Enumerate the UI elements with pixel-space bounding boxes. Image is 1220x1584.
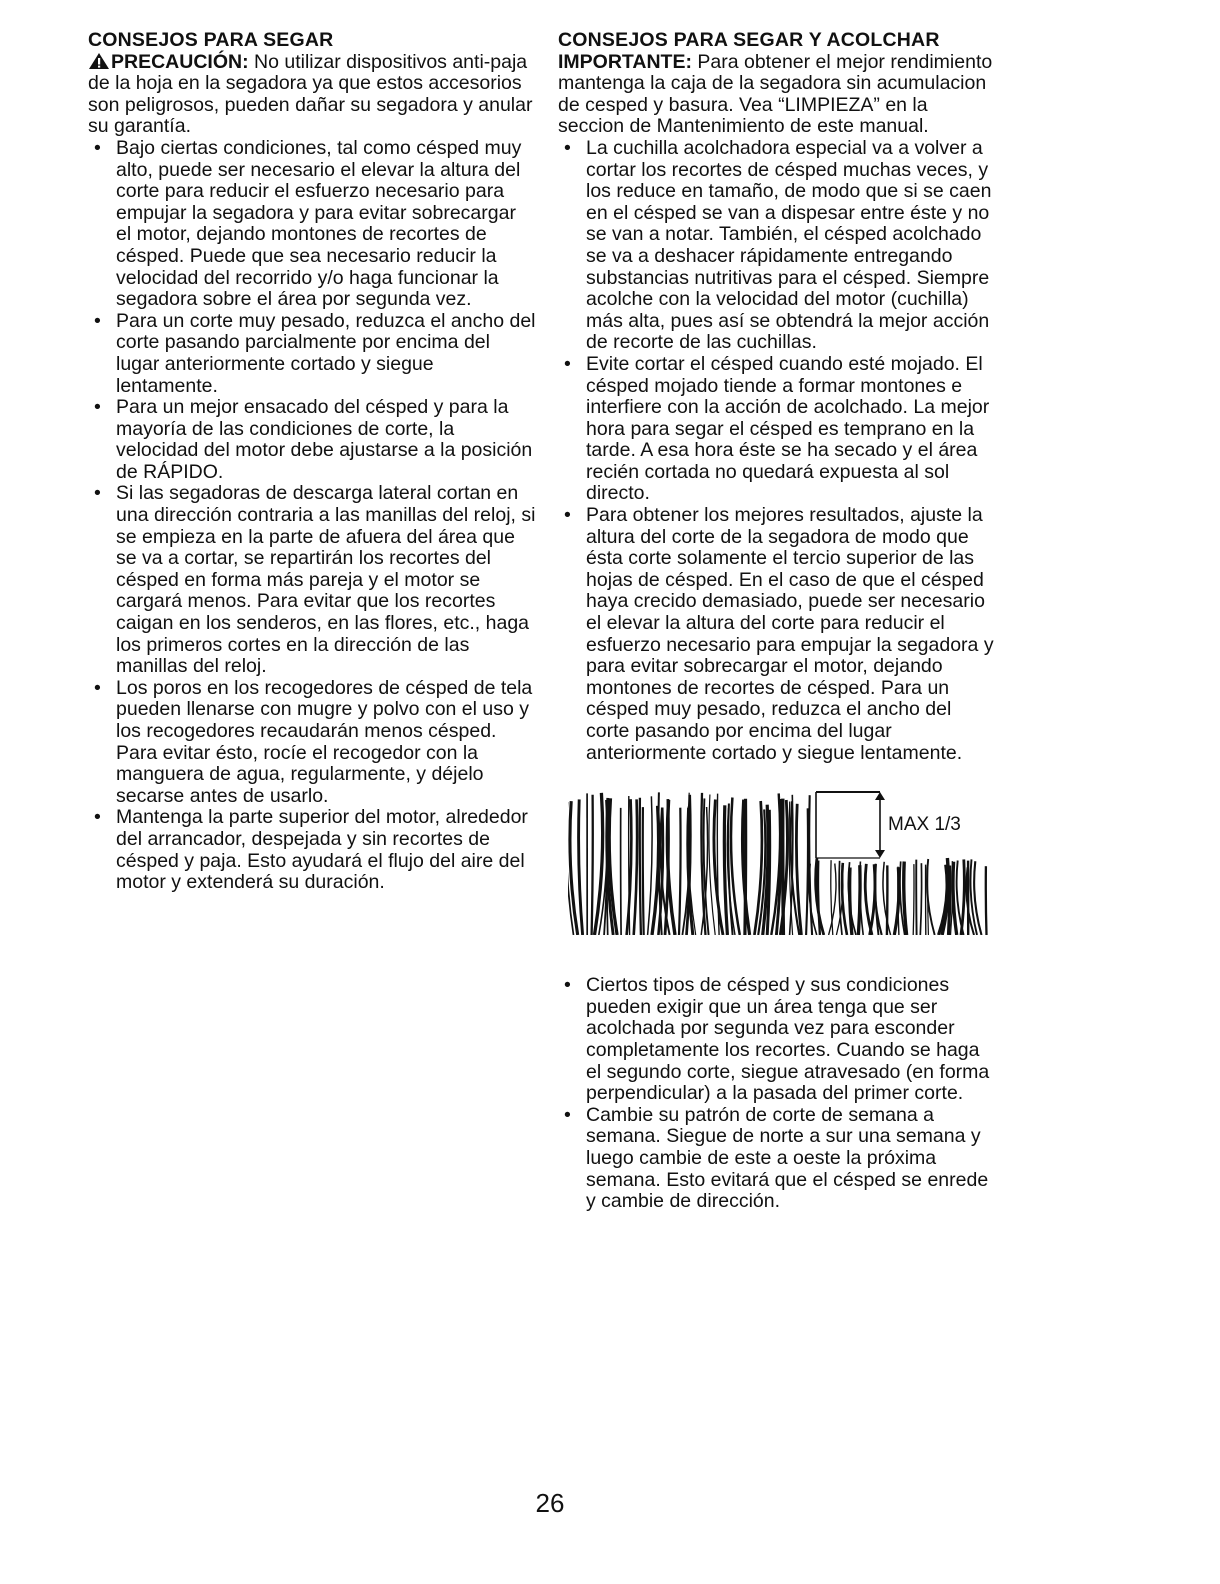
grass-blade — [679, 808, 681, 935]
grass-blade — [806, 808, 808, 935]
grass-blade — [714, 800, 723, 936]
list-item: • Ciertos tipos de césped y sus condiciones pueden exigir que un área tenga que ser acolchada por segunda vez para esconder completamente los recortes. Cuando se haga el segundo corte, siegue atravesado (en forma perpendicular) a la pasada del primer corte. — [558, 975, 998, 1105]
mowing-tips-list — [88, 138, 536, 894]
grass-blade — [579, 800, 583, 936]
list-item: • Para obtener los mejores resultados, ajuste la altura del corte de la segadora de modo que ésta corte solamente el tercio superior de las hojas de césped. En el caso de que el césped haya crecido demasiado, puede ser necesario el elevar la altura del corte para reducir el esfuerzo necesario para empujar la segadora y para evitar sobrecargar el motor, dejando montones de recortes de césped. Para un césped muy pesado, reduzca el ancho del corte pasando por encima del lugar anteriormente cortado y siegue lentamente. — [558, 505, 998, 764]
grass-blade — [904, 862, 907, 936]
grass-blade — [648, 796, 653, 935]
arrow-down-icon — [875, 850, 885, 858]
list-item: • Los poros en los recogedores de césped de tela pueden llenarse con mugre y polvo con el uso y los recogedores recaudarán menos césped. Para evitar ésto, rocíe el recogedor con la manguera de agua, regularmente, y déjelo secarse antes de usarlo. — [88, 678, 536, 808]
warning-triangle-icon — [88, 52, 110, 70]
caution-paragraph — [88, 52, 536, 138]
list-item: • Mantenga la parte superior del motor, alrededor del arrancador, despejada y sin recortes de césped y paja. Esto ayudará el flujo del aire del motor y extenderá su duración. — [88, 807, 536, 893]
important-text: Para obtener el mejor rendimiento mantenga la caja de la segadora sin acumulacion de cesped y basura. Vea “LIMPIEZA” en la seccion de Mantenimiento de este manual. — [558, 50, 993, 138]
list-item: • Cambie su patrón de corte de semana a semana. Siegue de norte a sur una semana y luego cambie de este a oeste la próxima semana. Esto evitará que el césped se enrede y cambie de dirección. — [558, 1105, 998, 1213]
list-item: • Si las segadoras de descarga lateral cortan en una dirección contraria a las manillas del reloj, si se empieza en la parte de afuera del área que se va a cortar, se repartirán los recortes del césped en forma más pareja y el motor se cargará menos. Para evitar que los recortes caigan en los senderos, en las flores, etc., haga los primeros cortes en la dirección de las manillas del reloj. — [88, 483, 536, 677]
grass-blade — [629, 796, 630, 935]
grass-blade — [783, 799, 784, 935]
important-label: IMPORTANTE: — [558, 50, 692, 73]
list-item: • Evite cortar el césped cuando esté mojado. El césped mojado tiende a formar montones e interfiere con la acción de acolchado. La mejor hora para segar el césped es temprano en la tarde. A esa hora éste se ha secado y el área recién cortada no quedará expuesta al sol directo. — [558, 354, 998, 505]
page-number: 26 — [535, 1488, 565, 1518]
grass-blade — [875, 864, 882, 935]
heading-mulching-tips: CONSEJOS PARA SEGAR Y ACOLCHAR — [558, 29, 940, 51]
grass-blade — [842, 863, 847, 935]
grass-blade — [592, 795, 593, 935]
list-item: • La cuchilla acolchadora especial va a volver a cortar los recortes de césped muchas veces, y los reduce en tamaño, de modo que si se caen en el césped se van a dispesar entre éste y no se van a notar. También, el césped acolchado se va a deshacer rápidamente entregando substancias nutritivas para el césped. Siempre acolche con la velocidad del motor (cuchilla) más alta, pues así se obtendrá la mejor acción de recorte de las cuchillas. — [558, 138, 998, 354]
grass-blade — [643, 807, 644, 935]
list-item: • Para un corte muy pesado, reduzca el ancho del corte pasando parcialmente por encima del lugar anteriormente cortado y siegue lentamente. — [88, 311, 536, 397]
mulching-tips-list-continued — [558, 975, 998, 1213]
grass-blade — [640, 798, 641, 935]
mulching-tips-list — [558, 138, 998, 764]
arrow-up-icon — [875, 792, 885, 800]
grass-blade — [913, 864, 914, 935]
grass-blade — [986, 866, 987, 935]
right-column — [558, 30, 998, 1213]
grass-blade — [634, 800, 637, 936]
grass-blade — [667, 800, 675, 935]
important-paragraph — [558, 52, 998, 138]
heading-mowing-tips: CONSEJOS PARA SEGAR — [88, 29, 334, 51]
grass-blade — [949, 866, 950, 936]
grass-cut-height-illustration — [568, 790, 993, 935]
caution-text: No utilizar dispositivos anti-paja de la hoja en la segadora ya que estos accesorios son peligrosos, pueden dañar su segadora y anular su garantía. — [88, 50, 533, 138]
caution-label: PRECAUCIÓN: — [111, 50, 249, 73]
list-item: • Bajo ciertas condiciones, tal como césped muy alto, puede ser necesario el elevar la altura del corte para reducir el esfuerzo necesario para empujar la segadora y para evitar sobrecargar el motor, dejando montones de recortes de césped. Puede que sea necesario reducir la velocidad del recorrido y/o haga funcionar la segadora sobre el área por segunda vez. — [88, 138, 536, 311]
max-one-third-label: MAX 1/3 — [888, 814, 961, 836]
grass-blade — [920, 863, 921, 935]
list-item: • Para un mejor ensacado del césped y para la mayoría de las condiciones de corte, la velocidad del motor debe ajustarse a la posición de RÁPIDO. — [88, 397, 536, 483]
grass-blade — [816, 858, 824, 935]
left-column — [88, 30, 536, 894]
